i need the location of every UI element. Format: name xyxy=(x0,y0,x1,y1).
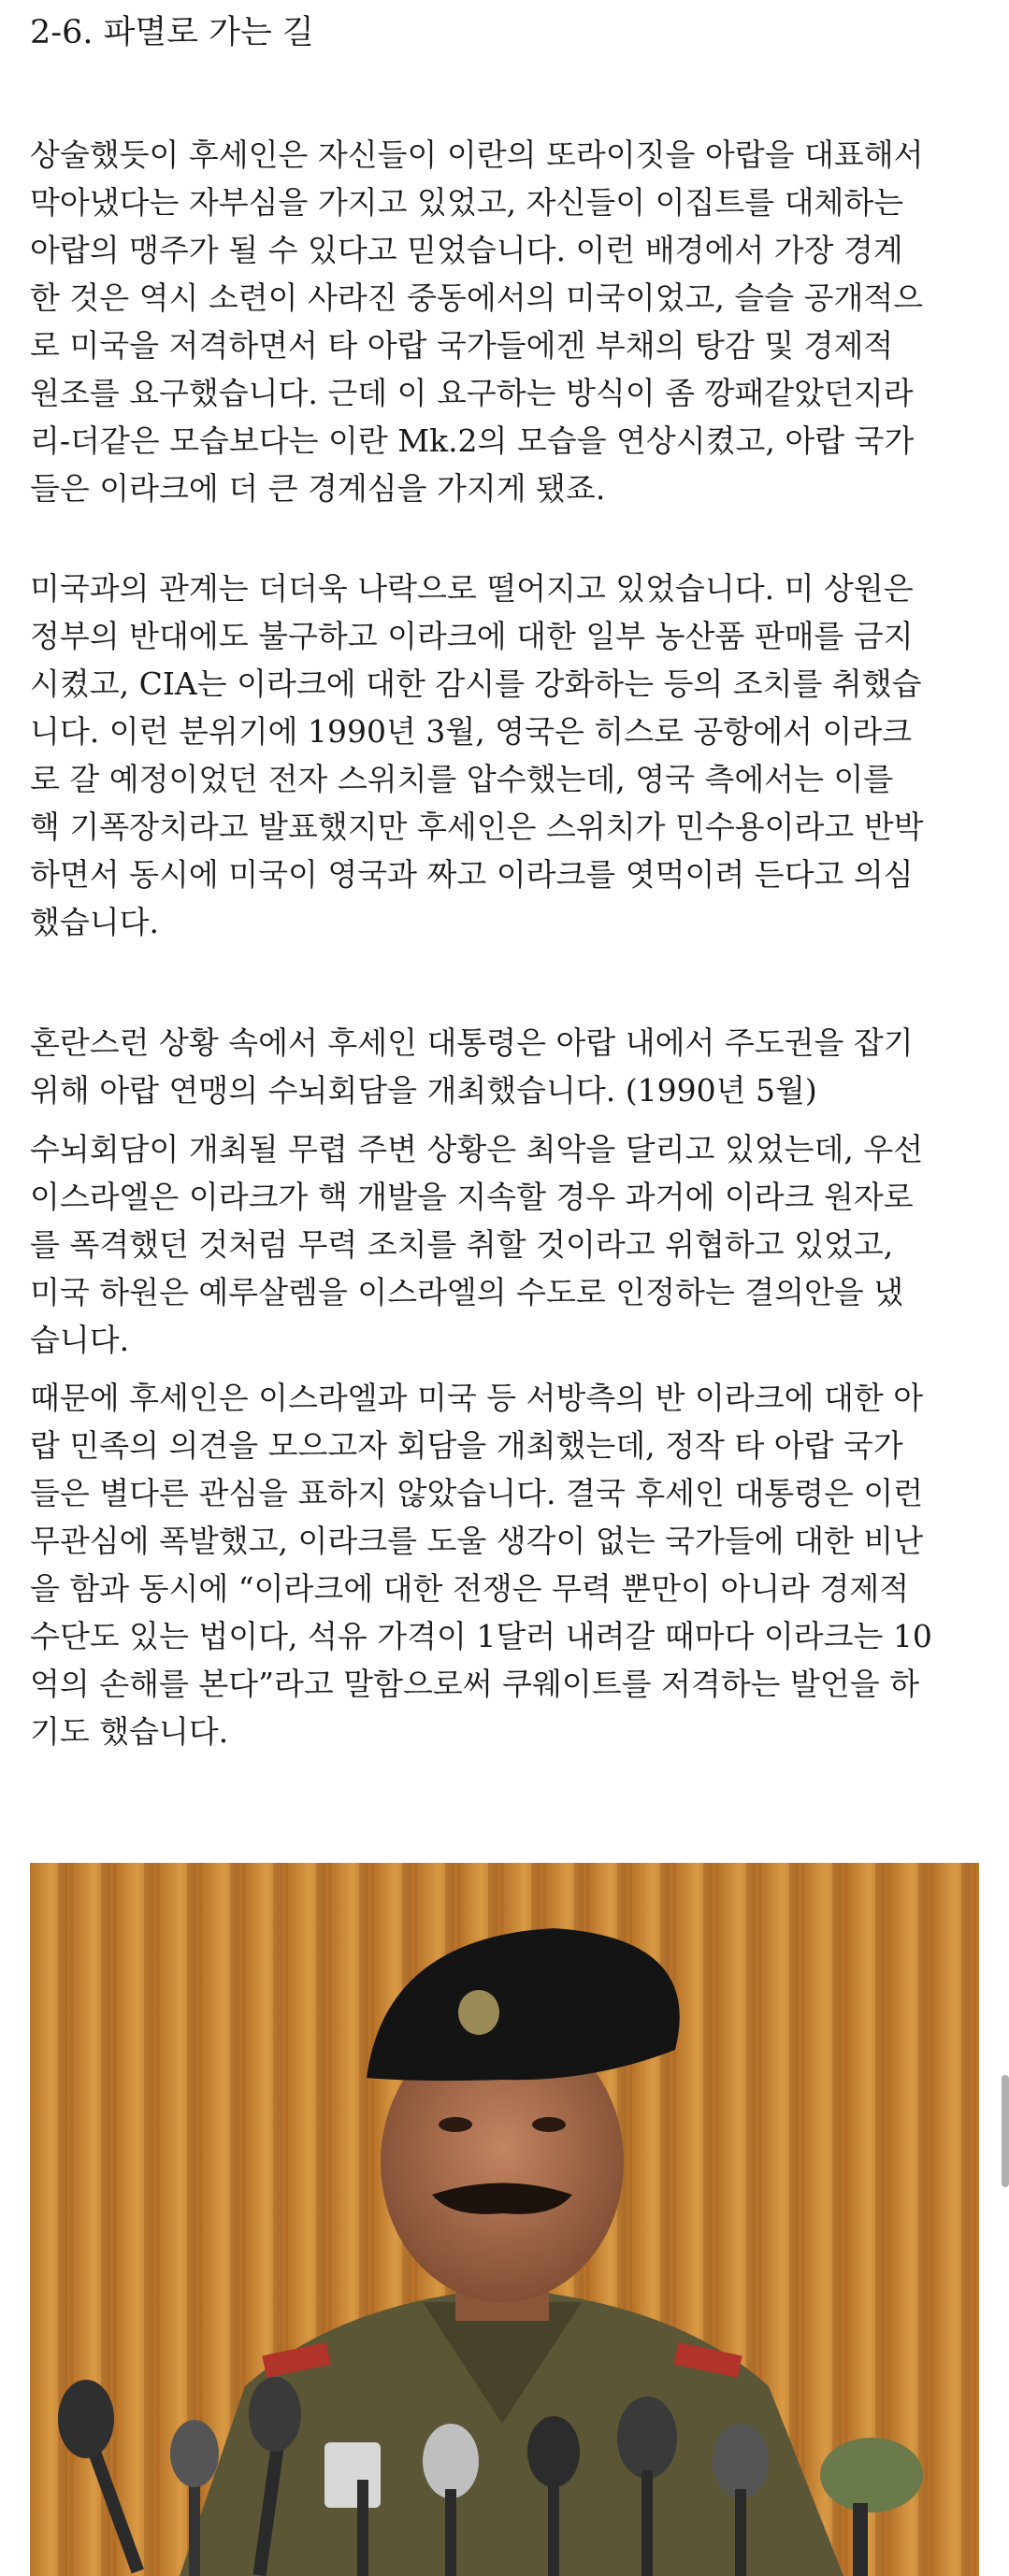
text-line: 상술했듯이 후세인은 자신들이 이란의 또라이짓을 아랍을 대표해서 xyxy=(30,136,924,173)
text-line: 무관심에 폭발했고, 이라크를 도울 생각이 없는 국가들에 대한 비난 xyxy=(30,1523,924,1559)
paragraph-5 xyxy=(30,1374,979,1755)
paragraph-4 xyxy=(30,1125,979,1364)
text-line: 기도 했습니다. xyxy=(30,1713,229,1750)
text-line: 아랍의 맹주가 될 수 있다고 믿었습니다. 이런 배경에서 가장 경계 xyxy=(30,232,903,268)
text-line: 혼란스런 상황 속에서 후세인 대통령은 아랍 내에서 주도권을 잡기 xyxy=(30,1024,914,1061)
eye-left xyxy=(439,2117,472,2132)
text-line: 로 미국을 저격하면서 타 아랍 국가들에겐 부채의 탕감 및 경제적 xyxy=(30,327,894,364)
article-photo xyxy=(30,1863,979,2576)
eye-right xyxy=(532,2117,566,2132)
text-line: 미국과의 관계는 더더욱 나락으로 떨어지고 있었습니다. 미 상원은 xyxy=(30,570,914,607)
text-line: 한 것은 역시 소련이 사라진 중동에서의 미국이었고, 슬슬 공개적으 xyxy=(30,279,924,316)
text-line: 이스라엘은 이라크가 핵 개발을 지속할 경우 과거에 이라크 원자로 xyxy=(30,1179,914,1215)
text-line: 니다. 이런 분위기에 1990년 3월, 영국은 히스로 공항에서 이라크 xyxy=(30,713,913,750)
text-line: 들은 별다른 관심을 표하지 않았습니다. 결국 후세인 대통령은 이런 xyxy=(30,1475,924,1511)
paragraph-1 xyxy=(30,131,979,512)
text-line: 리-더같은 모습보다는 이란 Mk.2의 모습을 연상시켰고, 아랍 국가 xyxy=(30,422,915,459)
text-line: 위해 아랍 연맹의 수뇌회담을 개최했습니다. (1990년 5월) xyxy=(30,1072,817,1109)
text-line: 때문에 후세인은 이스라엘과 미국 등 서방측의 반 이라크에 대한 아 xyxy=(30,1380,924,1416)
text-line: 랍 민족의 의견을 모으고자 회담을 개최했는데, 정작 타 아랍 국가 xyxy=(30,1427,903,1464)
text-line: 했습니다. xyxy=(30,904,160,940)
photo-illustration xyxy=(30,1863,979,2576)
scrollbar-thumb[interactable] xyxy=(1002,2075,1009,2187)
text-line: 를 폭격했던 것처럼 무력 조치를 취할 것이라고 위협하고 있었고, xyxy=(30,1226,894,1263)
text-line: 로 갈 예정이었던 전자 스위치를 압수했는데, 영국 측에서는 이를 xyxy=(30,761,894,797)
paragraph-2 xyxy=(30,565,979,946)
text-line: 하면서 동시에 미국이 영국과 짜고 이라크를 엿먹이려 든다고 의심 xyxy=(30,856,914,893)
text-line: 원조를 요구했습니다. 근데 이 요구하는 방식이 좀 깡패같았던지라 xyxy=(30,375,914,411)
text-line: 시켰고, CIA는 이라크에 대한 감시를 강화하는 등의 조치를 취했습 xyxy=(30,665,922,702)
text-line: 을 함과 동시에 “이라크에 대한 전쟁은 무력 뿐만이 아니라 경제적 xyxy=(30,1570,910,1607)
beret-badge xyxy=(458,1990,499,2035)
section-title: 2-6. 파멸로 가는 길 xyxy=(30,14,314,51)
text-line: 습니다. xyxy=(30,1322,130,1358)
text-line: 수뇌회담이 개최될 무렵 주변 상황은 최악을 달리고 있었는데, 우선 xyxy=(30,1131,924,1167)
paragraph-3 xyxy=(30,1019,979,1114)
text-line: 억의 손해를 본다”라고 말함으로써 쿠웨이트를 저격하는 발언을 하 xyxy=(30,1666,920,1702)
text-line: 막아냈다는 자부심을 가지고 있었고, 자신들이 이집트를 대체하는 xyxy=(30,184,904,221)
text-line: 정부의 반대에도 불구하고 이라크에 대한 일부 농산품 판매를 금지 xyxy=(30,618,914,654)
text-line: 수단도 있는 법이다, 석유 가격이 1달러 내려갈 때마다 이라크는 10 xyxy=(30,1618,932,1654)
text-line: 들은 이라크에 더 큰 경계심을 가지게 됐죠. xyxy=(30,470,606,507)
text-line: 미국 하원은 예루살렘을 이스라엘의 수도로 인정하는 결의안을 냈 xyxy=(30,1274,904,1310)
text-line: 핵 기폭장치라고 발표했지만 후세인은 스위치가 민수용이라고 반박 xyxy=(30,809,924,845)
